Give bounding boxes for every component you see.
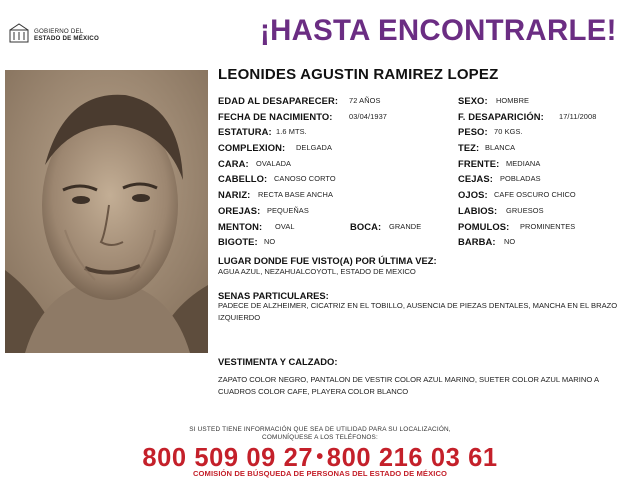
field-edad xyxy=(218,95,381,106)
field-cejas xyxy=(458,173,541,184)
commission-name: COMISIÓN DE BÚSQUEDA DE PERSONAS DEL ESTADO DE MÉXICO xyxy=(192,469,448,478)
field-label: BIGOTE: xyxy=(218,236,258,247)
field-value: 17/11/2008 xyxy=(559,112,597,121)
particulars-text: PADECE DE ALZHEIMER, CICATRIZ EN EL TOBILLO, AUSENCIA DE PIEZAS DENTALES, MANCHA EN EL BRAZO IZQUIERDO xyxy=(218,301,618,322)
field-value: 72 AÑOS xyxy=(349,96,381,105)
field-label: POMULOS: xyxy=(458,221,510,232)
field-label: PESO: xyxy=(458,126,488,137)
field-value: HOMBRE xyxy=(496,96,530,105)
field-value: DELGADA xyxy=(296,143,333,152)
field-value: GRUESOS xyxy=(506,206,544,215)
field-value: PROMINENTES xyxy=(520,222,576,231)
field-peso xyxy=(458,126,523,137)
field-f-desaparicion xyxy=(458,111,597,122)
missing-person-photo xyxy=(5,70,208,353)
field-value: 03/04/1937 xyxy=(349,112,387,121)
phone-2[interactable]: 800 216 03 61 xyxy=(326,444,498,472)
field-label: ESTATURA: xyxy=(218,126,272,137)
field-label: CABELLO: xyxy=(218,173,268,184)
field-label: EDAD AL DESAPARECER: xyxy=(218,95,339,106)
field-fecha-nacimiento xyxy=(218,111,387,122)
field-cara xyxy=(218,158,292,169)
field-label: BOCA: xyxy=(350,221,382,232)
clothing-heading: VESTIMENTA Y CALZADO: xyxy=(218,356,338,367)
field-value: CANOSO CORTO xyxy=(274,174,336,183)
field-label: SEXO: xyxy=(458,95,488,106)
field-value: MEDIANA xyxy=(506,159,541,168)
clothing-text: ZAPATO COLOR NEGRO, PANTALON DE VESTIR COLOR AZUL MARINO, SUETER COLOR AZUL MARINO A CUADROS COLOR CAFE, PLAYERA COLOR BLANCO xyxy=(218,375,599,396)
last-seen-text: AGUA AZUL, NEZAHUALCOYOTL, ESTADO DE MEXICO xyxy=(218,267,416,276)
field-sexo xyxy=(458,95,530,106)
field-value: CAFE OSCURO CHICO xyxy=(494,190,576,199)
field-cabello xyxy=(218,173,336,184)
particulars-heading: SENAS PARTICULARES: xyxy=(218,290,329,301)
field-orejas xyxy=(218,205,309,216)
field-frente xyxy=(458,158,541,169)
field-value: 1.6 MTS. xyxy=(276,127,307,136)
state-seal-icon xyxy=(8,22,30,44)
field-value: PEQUEÑAS xyxy=(267,206,309,215)
field-pomulos xyxy=(458,221,576,232)
field-complexion xyxy=(218,142,333,153)
field-bigote xyxy=(218,236,276,247)
field-value: POBLADAS xyxy=(500,174,541,183)
field-label: BARBA: xyxy=(458,236,496,247)
last-seen-heading: LUGAR DONDE FUE VISTO(A) POR ÚLTIMA VEZ: xyxy=(218,255,437,266)
field-label: FRENTE: xyxy=(458,158,500,169)
field-label: FECHA DE NACIMIENTO: xyxy=(218,111,333,122)
field-label: CARA: xyxy=(218,158,249,169)
field-ojos xyxy=(458,189,576,200)
field-value: GRANDE xyxy=(389,222,422,231)
field-label: CEJAS: xyxy=(458,173,493,184)
field-label: NARIZ: xyxy=(218,189,251,200)
field-value: NO xyxy=(504,237,516,246)
field-label: OREJAS: xyxy=(218,205,261,216)
field-boca xyxy=(350,221,422,232)
field-tez xyxy=(458,142,516,153)
field-barba xyxy=(458,236,516,247)
field-value: OVALADA xyxy=(256,159,292,168)
separator-dot: • xyxy=(316,446,324,468)
field-estatura xyxy=(218,126,307,137)
field-label: MENTON: xyxy=(218,221,263,232)
headline: ¡HASTA ENCONTRARLE! xyxy=(260,14,617,47)
field-label: COMPLEXION: xyxy=(218,142,286,153)
field-menton xyxy=(218,221,295,232)
field-labios xyxy=(458,205,544,216)
field-nariz xyxy=(218,189,333,200)
field-value: OVAL xyxy=(275,222,295,231)
info-line-2: COMUNÍQUESE A LOS TELÉFONOS: xyxy=(262,434,378,441)
field-label: TEZ: xyxy=(458,142,480,153)
logo-line-2: ESTADO DE MÉXICO xyxy=(34,35,99,42)
field-value: NO xyxy=(264,237,276,246)
field-label: F. DESAPARICIÓN: xyxy=(458,111,544,122)
phone-1[interactable]: 800 509 09 27 xyxy=(142,444,314,472)
field-label: LABIOS: xyxy=(458,205,498,216)
person-name: LEONIDES AGUSTIN RAMIREZ LOPEZ xyxy=(218,66,499,83)
field-value: RECTA BASE ANCHA xyxy=(258,190,333,199)
logo-line-1: GOBIERNO DEL xyxy=(34,28,84,35)
field-value: BLANCA xyxy=(485,143,516,152)
field-label: OJOS: xyxy=(458,189,488,200)
field-value: 70 KGS. xyxy=(494,127,523,136)
info-line-1: SI USTED TIENE INFORMACIÓN QUE SEA DE UTILIDAD PARA SU LOCALIZACIÓN, xyxy=(189,426,451,433)
government-logo xyxy=(8,22,118,48)
